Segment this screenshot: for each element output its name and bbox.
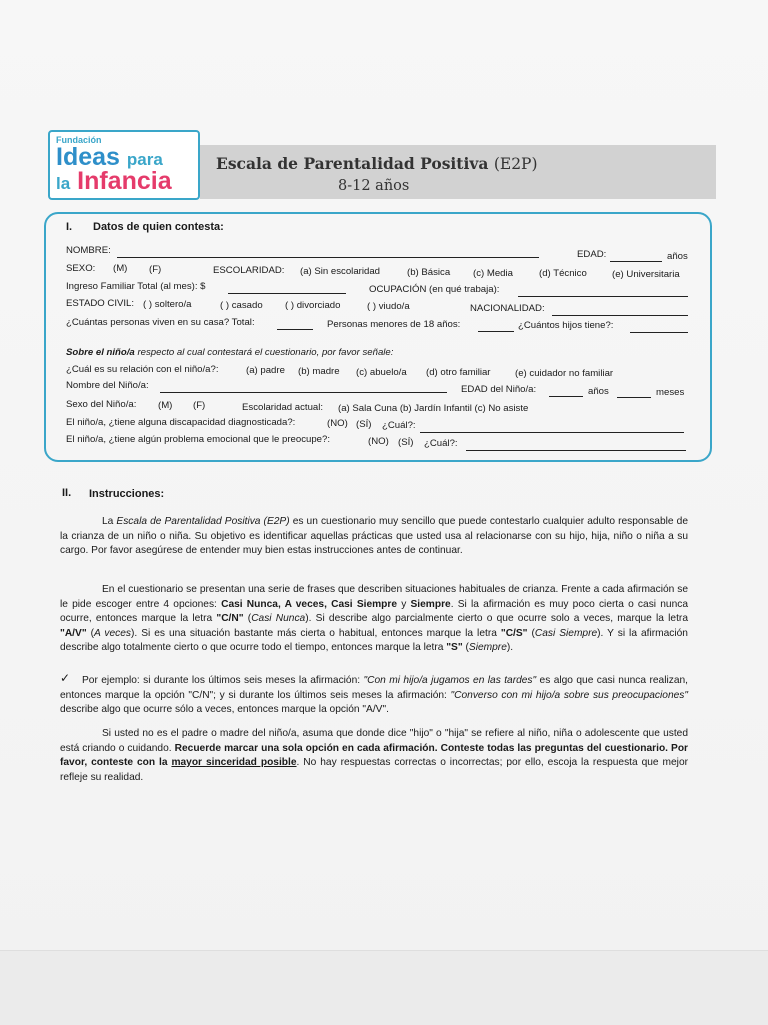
section1-title: Datos de quien contesta:	[93, 221, 224, 233]
text-run: mayor sinceridad posible	[171, 757, 297, 769]
ocupacion-field[interactable]	[518, 296, 688, 297]
text-run: "A/V"	[60, 627, 87, 639]
text-run: es un cuestionario muy sencillo que puede contestarlo cualquier adulto responsable de la crianza de un niño o niña. Su objetivo es identificar aquellas prácticas que usted usa al relacionarse con su hijo, hija, niño o niña a su cargo. Por favor asegúrese de entender muy bien estas instrucciones antes de continuar.	[60, 516, 688, 557]
relacion-label: ¿Cuál es su relación con el niño/a?:	[66, 364, 219, 375]
nacionalidad-label: NACIONALIDAD:	[470, 303, 545, 314]
nombre-label: NOMBRE:	[66, 245, 111, 256]
text-run: (	[86, 627, 95, 639]
text-run: Por ejemplo: si durante los últimos seis meses la afirmación:	[82, 675, 364, 686]
sexo-nino-option-m[interactable]: (M)	[158, 400, 173, 411]
logo-para-word: para	[126, 150, 163, 169]
edad-nino-anos-label: años	[588, 386, 609, 397]
text-run: (	[243, 613, 252, 625]
text-run: es algo que casi nunca realizan, entonces marque la opción "C/N"; y si durante los últimos seis meses la afirmación:	[60, 675, 688, 701]
discapacidad-option-no[interactable]: (NO)	[327, 418, 348, 429]
escolaridad-option-c[interactable]: (c) Media	[473, 268, 513, 279]
sexo-nino-label: Sexo del Niño/a:	[66, 399, 137, 410]
discapacidad-cual-label: ¿Cuál?:	[382, 420, 416, 431]
text-run: Siempre	[410, 598, 451, 610]
text-run: "C/S"	[500, 627, 528, 639]
text-run: Casi Nunca	[251, 613, 306, 625]
title-text: Escala de Parentalidad Positiva	[216, 154, 489, 173]
text-run: y	[397, 598, 411, 610]
text-run: ). Si describe algo parcialmente cierto o que ocurre solo a veces, marque la letra	[305, 613, 688, 625]
text-run: "C/N"	[216, 613, 244, 625]
edad-nino-label: EDAD del Niño/a:	[461, 384, 537, 395]
personas-total-field[interactable]	[277, 329, 313, 330]
edad-label: EDAD:	[577, 249, 607, 260]
sobre-nino-bold: Sobre el niño/a	[66, 347, 135, 358]
hijos-field[interactable]	[630, 332, 688, 333]
scan-bottom-edge	[0, 950, 768, 1025]
emocional-cual-label: ¿Cuál?:	[424, 438, 458, 449]
title-suffix: (E2P)	[493, 155, 538, 173]
text-run: ). Y si la afirmación describe algo totalmente cierto o que ocurre todo el tiempo, entonces marque la letra	[60, 627, 688, 654]
hijos-label: ¿Cuántos hijos tiene?:	[518, 320, 614, 331]
section1-number: I.	[66, 221, 73, 233]
emocional-cual-field[interactable]	[466, 450, 686, 451]
discapacidad-label: El niño/a, ¿tiene alguna discapacidad diagnosticada?:	[66, 417, 296, 428]
fundacion-logo	[48, 130, 200, 200]
text-run: . No hay respuestas correctas o incorrectas; por ello, escoja la respuesta que mejor refleje su realidad.	[60, 757, 689, 783]
logo-fundacion-text: Fundación	[56, 135, 102, 145]
instructions-paragraph-2	[60, 583, 688, 656]
text-run: ). Si es una situación bastante más cierta o habitual, entonces marque la letra	[131, 627, 501, 639]
checkmark-icon: ✓	[60, 671, 71, 685]
ingreso-label: Ingreso Familiar Total (al mes): $	[66, 281, 206, 292]
sexo-option-f[interactable]: (F)	[149, 264, 162, 275]
text-run: "Converso con mi hijo/a sobre sus preocupaciones"	[450, 689, 688, 701]
text-run: A veces	[94, 627, 132, 639]
edad-nino-anos-field[interactable]	[549, 396, 583, 397]
sexo-option-m[interactable]: (M)	[113, 263, 128, 274]
escolaridad-option-a[interactable]: (a) Sin escolaridad	[300, 266, 380, 277]
logo-infancia-word: Infancia	[77, 167, 172, 195]
sobre-nino-instruction	[66, 347, 393, 359]
section2-number: II.	[62, 487, 72, 499]
text-run: describe algo que ocurre sólo a veces, entonces marque la opción "A/V".	[60, 704, 389, 716]
document-title	[216, 154, 538, 173]
logo-line-infancia	[56, 169, 172, 196]
sexo-label: SEXO:	[66, 263, 96, 274]
logo-la-word: la	[56, 174, 71, 193]
text-run: "S"	[446, 642, 463, 654]
text-run: Si usted no es el padre o madre del niño/a, asuma que donde dice "hijo" o "hija" se refiere al niño, niña o adolescente que usted está criando o cuidando.	[60, 728, 688, 754]
edad-nino-meses-label: meses	[656, 387, 685, 398]
edad-anos-label: años	[667, 251, 688, 262]
edad-field[interactable]	[610, 261, 662, 262]
discapacidad-option-si[interactable]: (SÍ)	[356, 419, 372, 430]
section2-title: Instrucciones:	[89, 488, 165, 500]
text-run: En el cuestionario se presentan una serie de frases que describen situaciones habituales de crianza. Frente a cada afirmación se le pide escoger entre 4 opciones:	[60, 584, 688, 610]
menores-label: Personas menores de 18 años:	[327, 319, 461, 330]
estado-civil-option-viudo[interactable]: ( ) viudo/a	[367, 301, 410, 312]
personas-total-label: ¿Cuántas personas viven en su casa? Total:	[66, 317, 255, 328]
nombre-field[interactable]	[117, 257, 539, 258]
emocional-option-no[interactable]: (NO)	[368, 436, 389, 447]
escolaridad-option-d[interactable]: (d) Técnico	[539, 268, 587, 279]
text-run: Escala de Parentalidad Positiva (E2P)	[116, 516, 290, 527]
relacion-option-a[interactable]: (a) padre	[246, 365, 285, 376]
instructions-paragraph-1	[60, 515, 688, 559]
relacion-option-d[interactable]: (d) otro familiar	[426, 367, 491, 378]
text-run: Siempre	[468, 642, 507, 654]
emocional-label: El niño/a, ¿tiene algún problema emocional que le preocupe?:	[66, 434, 331, 445]
escolaridad-option-b[interactable]: (b) Básica	[407, 267, 451, 278]
escolaridad-option-e[interactable]: (e) Universitaria	[612, 269, 680, 280]
relacion-option-c[interactable]: (c) abuelo/a	[356, 367, 407, 378]
escolaridad-label: ESCOLARIDAD:	[213, 265, 285, 276]
ocupacion-label: OCUPACIÓN (en qué trabaja):	[369, 284, 500, 295]
sobre-nino-rest: respecto al cual contestará el cuestionario, por favor señale:	[134, 347, 394, 358]
escolaridad-actual-options[interactable]: (a) Sala Cuna (b) Jardín Infantil (c) No asiste	[338, 403, 529, 414]
escolaridad-actual-label: Escolaridad actual:	[242, 402, 324, 413]
estado-civil-option-soltero[interactable]: ( ) soltero/a	[143, 299, 192, 310]
ingreso-field[interactable]	[228, 293, 346, 294]
text-run: "Con mi hijo/a jugamos en las tardes"	[363, 675, 537, 686]
nacionalidad-field[interactable]	[552, 315, 688, 316]
logo-ideas-word: Ideas	[56, 143, 120, 171]
estado-civil-option-casado[interactable]: ( ) casado	[220, 300, 263, 311]
sexo-nino-option-f[interactable]: (F)	[193, 400, 206, 411]
nombre-nino-field[interactable]	[160, 392, 447, 393]
estado-civil-label: ESTADO CIVIL:	[66, 298, 135, 309]
text-run: Casi Nunca, A veces, Casi Siempre	[221, 598, 398, 610]
discapacidad-cual-field[interactable]	[420, 432, 684, 433]
text-run: (	[462, 642, 469, 654]
edad-nino-meses-field[interactable]	[617, 397, 651, 398]
instructions-paragraph-4	[60, 727, 688, 785]
menores-field[interactable]	[478, 331, 514, 332]
instructions-paragraph-3	[60, 671, 688, 718]
text-run: . Si la afirmación es muy poco cierta o casi nunca ocurre, entonces marque la letra	[60, 598, 688, 625]
estado-civil-option-divorciado[interactable]: ( ) divorciado	[285, 300, 341, 311]
nombre-nino-label: Nombre del Niño/a:	[66, 380, 149, 391]
text-run: Recuerde marcar una sola opción en cada afirmación. Conteste todas las preguntas del cuestionario. Por favor, conteste con la	[60, 742, 689, 769]
text-run: ).	[506, 642, 514, 654]
emocional-option-si[interactable]: (SÍ)	[398, 437, 414, 448]
document-subtitle: 8-12 años	[338, 178, 410, 194]
relacion-option-e[interactable]: (e) cuidador no familiar	[515, 368, 614, 379]
text-run: La	[102, 516, 117, 527]
relacion-option-b[interactable]: (b) madre	[298, 366, 340, 377]
text-run: (	[527, 627, 535, 639]
text-run: Casi Siempre	[534, 627, 598, 639]
